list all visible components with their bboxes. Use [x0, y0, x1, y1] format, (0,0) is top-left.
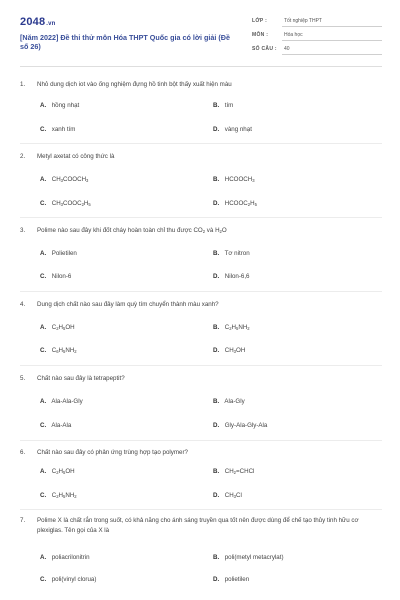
logo-main: 2048 — [20, 16, 46, 28]
answer-option[interactable] — [40, 398, 83, 405]
exam-title: [Năm 2022] Đề thi thử môn Hóa THPT Quốc gia có lời giải (Đề số 26) — [20, 33, 230, 51]
answer-option[interactable] — [213, 398, 245, 405]
question-text: Metyl axetat có công thức là — [37, 153, 115, 160]
question-divider — [20, 440, 382, 441]
answer-option[interactable] — [213, 576, 249, 583]
meta-value: 40 — [284, 46, 290, 52]
answer-option[interactable] — [213, 200, 257, 207]
option-text: $HCOOC_2H_5$ — [224, 200, 257, 208]
answer-option[interactable] — [40, 126, 75, 133]
option-letter: B. — [213, 468, 220, 475]
option-text: $CH_3COOCH_3$ — [51, 176, 89, 184]
option-text: xanh tím — [51, 126, 76, 133]
answer-option[interactable] — [40, 576, 96, 583]
option-text: Nilon-6 — [51, 273, 72, 280]
option-letter: D. — [213, 347, 220, 354]
question-text: Polime X là chất rắn trong suốt, có khả năng cho ánh sáng truyền qua tốt nên được dùng để chế tạo thủy tinh hữu cơ plexiglas. Tên gọi của X là — [37, 517, 359, 534]
question-stem — [20, 374, 382, 384]
option-letter: C. — [40, 273, 47, 280]
option-letter: C. — [40, 422, 47, 429]
option-letter: A. — [40, 176, 47, 183]
answer-option[interactable] — [213, 250, 250, 257]
question-divider — [20, 365, 382, 366]
option-text: poli(metyl metacrylat) — [224, 554, 284, 561]
answer-option[interactable] — [40, 250, 77, 257]
question-stem — [20, 226, 382, 236]
meta-underline — [282, 26, 382, 27]
answer-option[interactable] — [213, 324, 250, 331]
option-letter: B. — [213, 554, 220, 561]
option-letter: C. — [40, 200, 47, 207]
question-stem — [20, 448, 382, 458]
option-text: Ala-Ala — [51, 422, 72, 429]
answer-option[interactable] — [40, 102, 79, 109]
answer-option[interactable] — [213, 347, 245, 354]
answer-option[interactable] — [40, 176, 88, 183]
question-text: Nhỏ dung dịch iot vào ống nghiệm đựng hồ tinh bột thấy xuất hiện màu — [37, 81, 232, 88]
question-divider — [20, 291, 382, 292]
option-text: poli(vinyl clorua) — [51, 576, 97, 583]
option-letter: B. — [213, 398, 220, 405]
option-text: Ala-Ala-Gly — [51, 398, 83, 405]
option-text: tím — [224, 102, 234, 109]
question-text: Chất nào sau đây là tetrapeptit? — [37, 375, 125, 382]
question-number: 2. — [20, 153, 26, 160]
meta-key: SỐ CÂU : — [252, 46, 277, 52]
option-letter: D. — [213, 576, 220, 583]
question-number: 1. — [20, 81, 26, 88]
option-text: $CH_3COOC_2H_5$ — [51, 200, 91, 208]
question-number: 5. — [20, 375, 26, 382]
option-text: poliacrilonitrin — [51, 554, 90, 561]
option-letter: A. — [40, 468, 47, 475]
option-letter: C. — [40, 576, 47, 583]
option-letter: B. — [213, 102, 220, 109]
question-number: 6. — [20, 449, 26, 456]
option-text: $CH_3Cl$ — [224, 492, 242, 500]
option-letter: A. — [40, 250, 47, 257]
option-text: vàng nhạt — [224, 126, 252, 133]
logo-sub: .vn — [46, 21, 56, 27]
answer-option[interactable] — [40, 347, 77, 354]
option-text: $CH_3OH$ — [224, 347, 246, 355]
answer-option[interactable] — [40, 273, 71, 280]
option-text: $C_2H_5OH$ — [51, 324, 75, 332]
option-letter: A. — [40, 324, 47, 331]
answer-option[interactable] — [213, 176, 255, 183]
option-letter: A. — [40, 102, 47, 109]
option-text: $C_2H_5NH_2$ — [51, 492, 77, 500]
question-stem — [20, 152, 382, 162]
option-text: $C_6H_5NH_2$ — [51, 347, 77, 355]
answer-option[interactable] — [213, 554, 284, 561]
option-letter: D. — [213, 273, 220, 280]
answer-option[interactable] — [40, 200, 91, 207]
question-text: Chất nào sau đây có phản ứng trùng hợp tạo polymer? — [37, 449, 188, 456]
meta-underline — [282, 54, 382, 55]
answer-option[interactable] — [213, 492, 242, 499]
answer-option[interactable] — [40, 468, 75, 475]
question-stem — [20, 516, 382, 536]
answer-option[interactable] — [40, 492, 77, 499]
meta-underline — [282, 40, 382, 41]
option-letter: A. — [40, 554, 47, 561]
question-stem — [20, 300, 382, 310]
question-number: 4. — [20, 301, 26, 308]
answer-option[interactable] — [40, 324, 75, 331]
question-divider — [20, 509, 382, 510]
header-divider — [20, 66, 382, 67]
option-letter: B. — [213, 324, 220, 331]
option-text: $HCOOCH_3$ — [224, 176, 255, 184]
option-text: $C_2H_5NH_2$ — [224, 324, 250, 332]
answer-option[interactable] — [213, 273, 250, 280]
option-text: Ala-Gly — [224, 398, 245, 405]
meta-value: Hóa học — [284, 32, 303, 38]
answer-option[interactable] — [40, 422, 71, 429]
answer-option[interactable] — [40, 554, 90, 561]
question-text: Polime nào sau đây khi đốt cháy hoàn toàn chỉ thu được $CO_2$ và $H_2O$ — [37, 227, 227, 235]
option-text: polietilen — [224, 576, 250, 583]
answer-option[interactable] — [213, 422, 267, 429]
option-text: Tơ nitron — [224, 250, 250, 257]
question-stem — [20, 80, 382, 90]
meta-key: LỚP : — [252, 18, 268, 24]
meta-value: Tốt nghiệp THPT — [284, 18, 322, 24]
question-text: Dung dịch chất nào sau đây làm quỳ tím chuyển thành màu xanh? — [37, 301, 219, 308]
question-number: 3. — [20, 227, 26, 234]
option-text: $C_2H_5OH$ — [51, 468, 75, 476]
question-divider — [20, 217, 382, 218]
question-divider — [20, 143, 382, 144]
option-text: Polietilen — [51, 250, 77, 257]
answer-option[interactable] — [213, 468, 254, 475]
site-logo[interactable] — [20, 16, 56, 28]
option-letter: C. — [40, 126, 47, 133]
question-number: 7. — [20, 517, 26, 524]
option-letter: D. — [213, 492, 220, 499]
option-letter: C. — [40, 347, 47, 354]
option-letter: A. — [40, 398, 47, 405]
option-text: Nilon-6,6 — [224, 273, 250, 280]
option-letter: B. — [213, 176, 220, 183]
meta-key: MÔN : — [252, 32, 269, 38]
option-letter: D. — [213, 422, 220, 429]
answer-option[interactable] — [213, 102, 233, 109]
option-letter: D. — [213, 126, 220, 133]
option-text: $CH_2=CHCl$ — [224, 468, 255, 476]
option-text: hồng nhạt — [51, 102, 80, 109]
option-letter: D. — [213, 200, 220, 207]
answer-option[interactable] — [213, 126, 252, 133]
option-letter: B. — [213, 250, 220, 257]
option-text: Gly-Ala-Gly-Ala — [224, 422, 268, 429]
option-letter: C. — [40, 492, 47, 499]
